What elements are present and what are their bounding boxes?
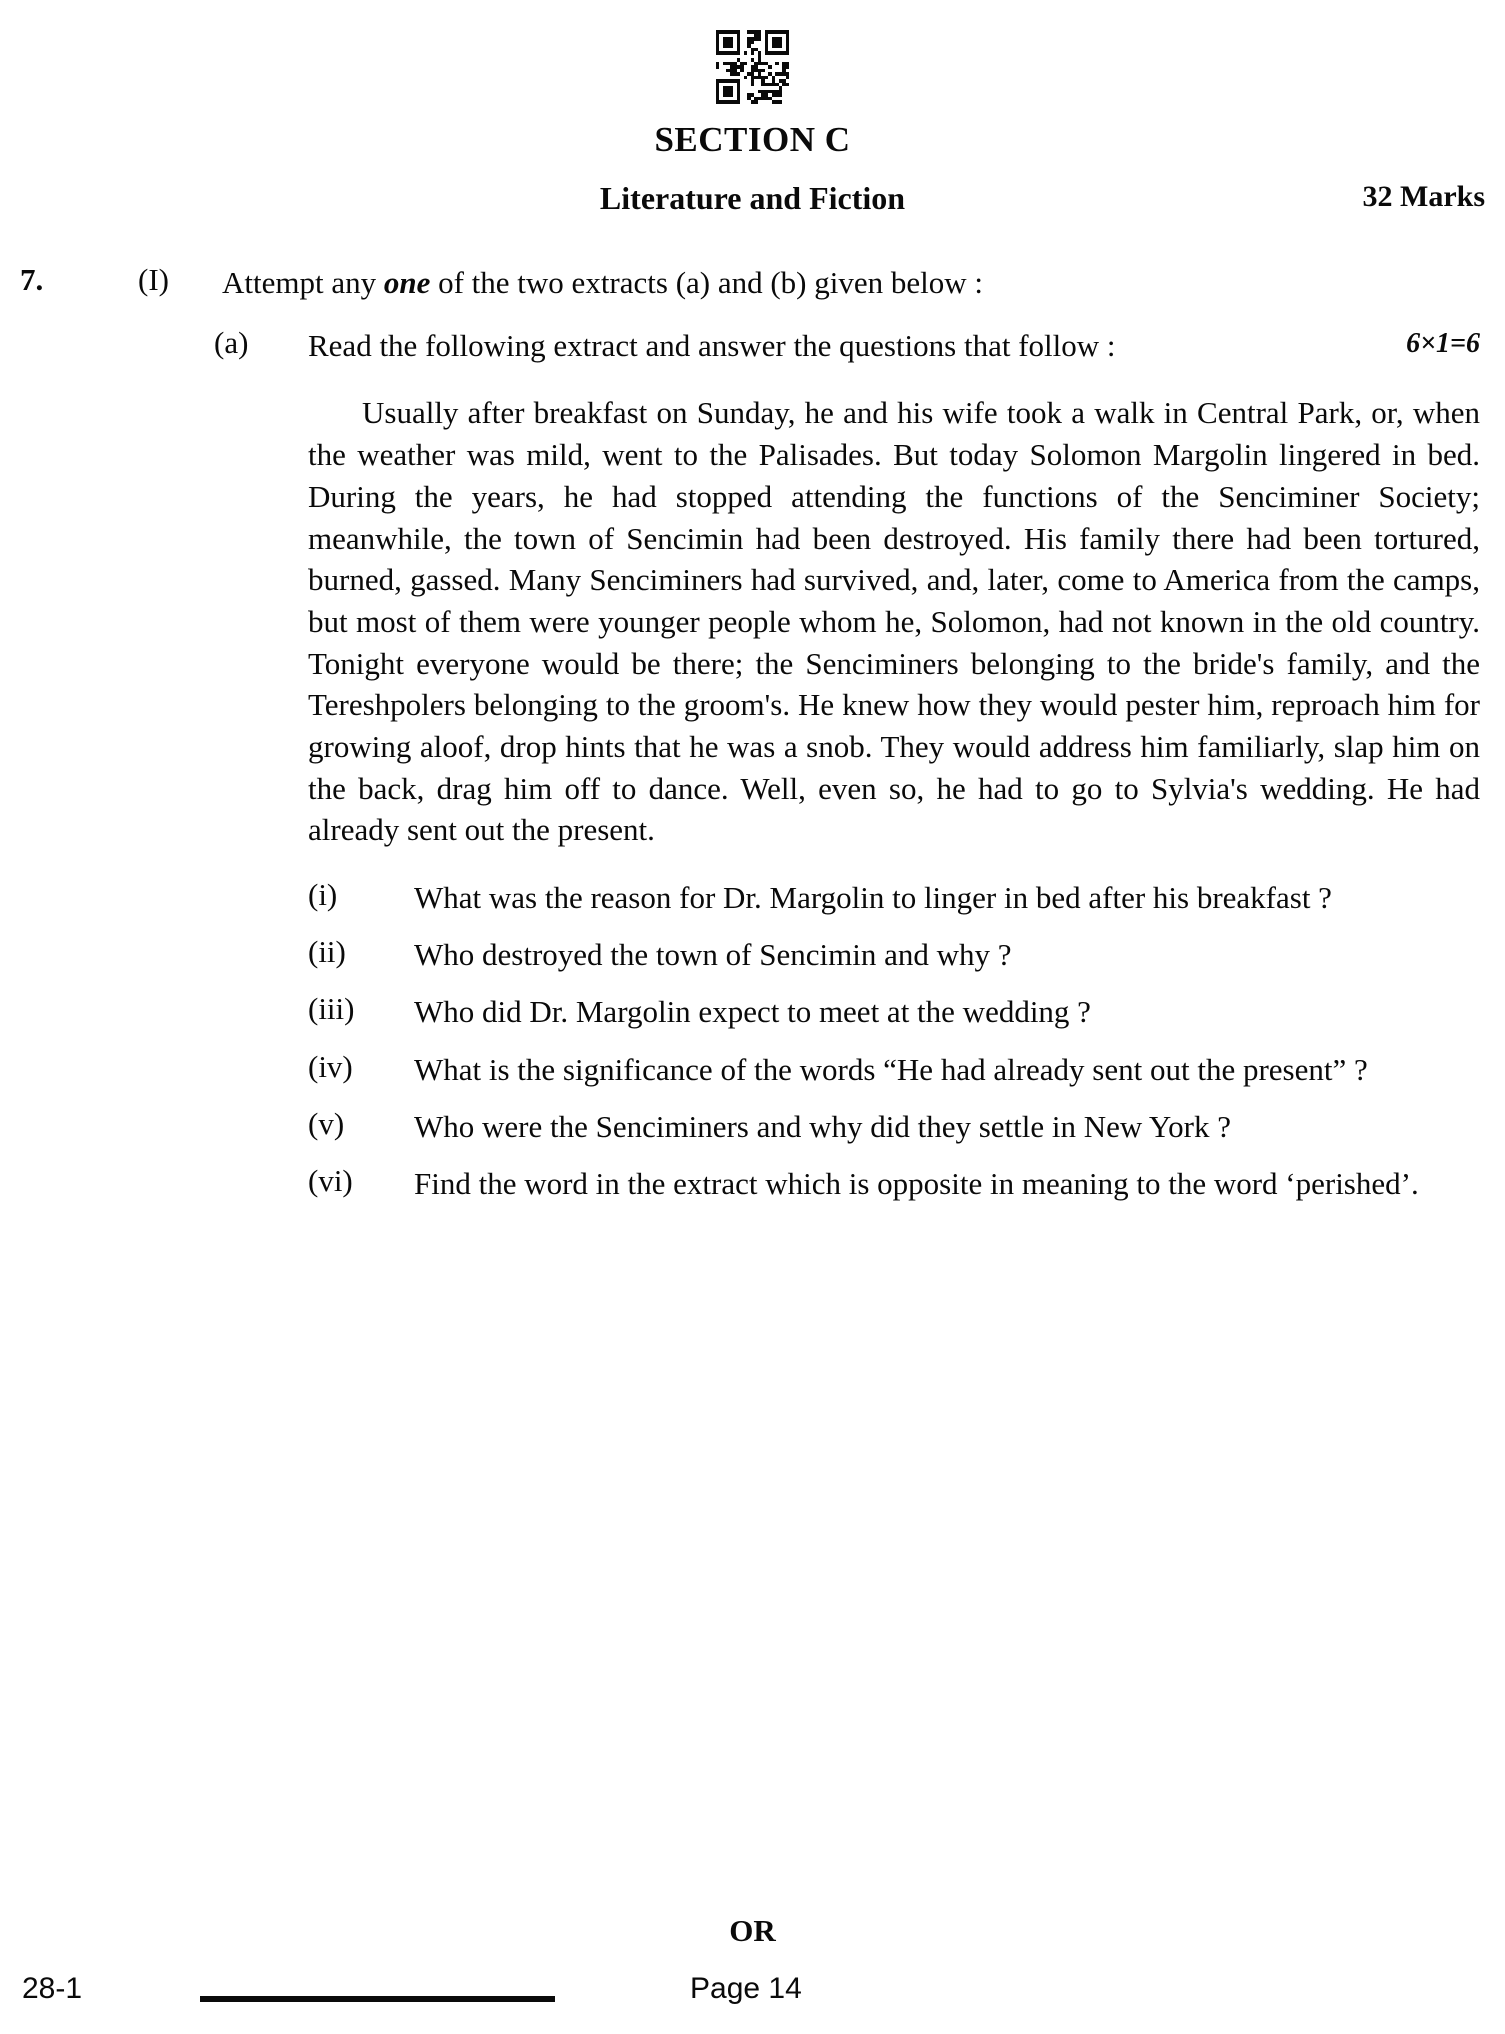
or-divider: OR	[729, 1913, 776, 1948]
part-instruction-text	[222, 262, 1480, 303]
sub-part-instruction	[308, 325, 1480, 366]
sub-question-text: Who were the Senciminers and why did they settle in New York ?	[414, 1108, 1232, 1144]
sub-question-number: (ii)	[308, 934, 346, 970]
sub-question-item	[0, 1106, 1505, 1147]
page-number: Page 14	[690, 1972, 802, 2005]
sub-question-item	[0, 934, 1505, 975]
sub-question-number: (vi)	[308, 1163, 353, 1199]
sub-question-number: (v)	[308, 1105, 345, 1141]
sub-question-number: (i)	[308, 877, 338, 912]
paper-code: 28-1	[22, 1972, 83, 2005]
footer-rule	[200, 1996, 555, 2002]
sub-question-number: (iv)	[308, 1048, 353, 1084]
sub-questions-list	[0, 877, 1505, 1204]
qr-code-icon	[716, 30, 790, 104]
marks-annotation: 6×1=6	[1406, 328, 1480, 360]
sub-part-label-a: (a)	[214, 325, 249, 361]
sub-question-text: Who did Dr. Margolin expect to meet at the wedding ?	[414, 994, 1091, 1030]
sub-question-text: Find the word in the extract which is opposite in meaning to the word ‘perished’.	[414, 1166, 1419, 1202]
sub-question-text: Who destroyed the town of Sencimin and why ?	[414, 937, 1012, 973]
subject-title: Literature and Fiction	[599, 180, 906, 216]
qr-code-container	[0, 30, 1505, 104]
section-title: SECTION C	[654, 120, 851, 159]
reading-extract-passage: Usually after breakfast on Sunday, he and his wife took a walk in Central Park, or, when the weather was mild, went to the Palisades. But today Solomon Margolin lingered in bed. During the years, he had stopped attending the functions of the Senciminer Society; meanwhile, the town of Sencimin had been destroyed. His family there had been tortured, burned, gassed. Many Senciminers had survived, and, later, come to America from the camps, but most of them were younger people whom he, Solomon, had not known in the old country. Tonight everyone would be there; the Senciminers belonging to the bride's family, and the Tereshpolers belonging to the groom's. He knew how they would pester him, reproach him for growing aloof, drop hints that he was a snob. They would address him familiarly, slap him on the back, drag him off to dance. Well, even so, he had to go to Sylvia's wedding. He had already sent out the present.	[308, 395, 1480, 848]
sub-part-a-row	[0, 325, 1505, 366]
sub-question-text: What is the significance of the words “He had already sent out the present” ?	[414, 1051, 1368, 1087]
sub-question-item	[0, 1049, 1505, 1090]
question-block	[0, 262, 1505, 1220]
part-instruction-emphasis: one	[383, 265, 431, 300]
part-instruction-pre: Attempt any	[222, 265, 384, 300]
part-instruction-post: of the two extracts (a) and (b) given below :	[430, 265, 984, 300]
sub-part-instruction-text: Read the following extract and answer the questions that follow :	[308, 328, 1116, 364]
section-total-marks: 32 Marks	[1362, 180, 1485, 213]
sub-question-text: What was the reason for Dr. Margolin to linger in bed after his breakfast ?	[414, 880, 1332, 915]
question-number: 7.	[20, 262, 44, 297]
subject-header-row	[0, 180, 1505, 224]
page-footer	[0, 1970, 1505, 2016]
sub-question-number: (iii)	[308, 991, 355, 1027]
part-label-roman: (I)	[138, 262, 169, 297]
question-instruction-row	[0, 262, 1505, 303]
sub-question-item	[0, 991, 1505, 1032]
sub-question-item	[0, 877, 1505, 918]
sub-question-item	[0, 1163, 1505, 1204]
